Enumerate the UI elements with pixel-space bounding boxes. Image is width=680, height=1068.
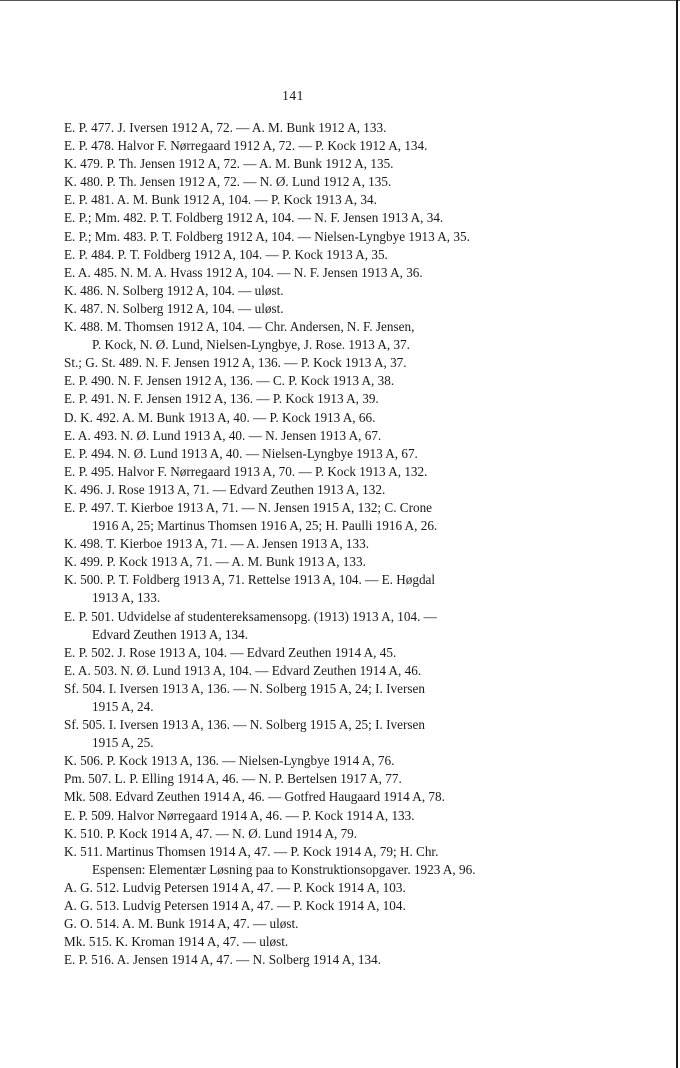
index-entry	[64, 409, 594, 427]
entry-line: A. G. 513. Ludvig Petersen 1914 A, 47. — P. Kock 1914 A, 104.	[64, 898, 406, 914]
entry-continuation-line: 1915 A, 25.	[92, 735, 154, 751]
entry-line: E. P. 502. J. Rose 1913 A, 104. — Edvard Zeuthen 1914 A, 45.	[64, 644, 397, 660]
entry-line: K. 511. Martinus Thomsen 1914 A, 47. — P. Kock 1914 A, 79; H. Chr.	[64, 843, 439, 859]
index-entry	[64, 825, 594, 843]
entry-line: K. 500. P. T. Foldberg 1913 A, 71. Rettelse 1913 A, 104. — E. Høgdal	[64, 572, 436, 588]
entry-line: K. 486. N. Solberg 1912 A, 104. — uløst.	[64, 282, 284, 298]
index-entry	[64, 933, 594, 951]
index-entry	[64, 372, 594, 390]
page-number: 141	[282, 88, 304, 103]
index-entry	[64, 354, 594, 372]
index-entry	[64, 173, 594, 191]
page-top-edge	[0, 0, 680, 1]
index-entry	[64, 644, 594, 662]
entry-line: E. P. 491. N. F. Jensen 1912 A, 136. — P. Kock 1913 A, 39.	[64, 391, 379, 407]
index-entry	[64, 897, 594, 915]
entry-line: St.; G. St. 489. N. F. Jensen 1912 A, 136. — P. Kock 1913 A, 37.	[64, 355, 407, 371]
index-entry	[64, 951, 594, 969]
index-entry	[64, 535, 594, 553]
entry-line: E. A. 503. N. Ø. Lund 1913 A, 104. — Edvard Zeuthen 1914 A, 46.	[64, 662, 422, 678]
index-entry	[64, 788, 594, 806]
index-entry	[64, 553, 594, 571]
entry-line: E. P. 497. T. Kierboe 1913 A, 71. — N. Jensen 1915 A, 132; C. Crone	[64, 499, 433, 515]
entry-continuation-line: P. Kock, N. Ø. Lund, Nielsen-Lyngbye, J. Rose. 1913 A, 37.	[92, 337, 410, 353]
index-entry	[64, 427, 594, 445]
entry-line: Pm. 507. L. P. Elling 1914 A, 46. — N. P. Bertelsen 1917 A, 77.	[64, 771, 402, 787]
entry-line: E. P. 484. P. T. Foldberg 1912 A, 104. — P. Kock 1913 A, 35.	[64, 246, 388, 262]
entry-line: E. P. 501. Udvidelse af studentereksamensopg. (1913) 1913 A, 104. —	[64, 608, 437, 624]
entry-continuation-line: Edvard Zeuthen 1913 A, 134.	[92, 626, 249, 642]
index-entry	[64, 191, 594, 209]
entry-line: K. 496. J. Rose 1913 A, 71. — Edvard Zeuthen 1913 A, 132.	[64, 481, 386, 497]
index-entry	[64, 915, 594, 933]
entry-line: Mk. 515. K. Kroman 1914 A, 47. — uløst.	[64, 934, 289, 950]
index-entry	[64, 843, 594, 879]
entry-line: K. 479. P. Th. Jensen 1912 A, 72. — A. M. Bunk 1912 A, 135.	[64, 156, 394, 172]
entry-line: K. 506. P. Kock 1913 A, 136. — Nielsen-Lyngbye 1914 A, 76.	[64, 753, 395, 769]
entry-line: E. A. 493. N. Ø. Lund 1913 A, 40. — N. Jensen 1913 A, 67.	[64, 427, 382, 443]
entry-continuation-line: 1915 A, 24.	[92, 699, 154, 714]
entry-line: E. P. 509. Halvor Nørregaard 1914 A, 46. — P. Kock 1914 A, 133.	[64, 807, 415, 823]
entry-line: E. P. 478. Halvor F. Nørregaard 1912 A, 72. — P. Kock 1912 A, 134.	[64, 138, 428, 154]
index-entry	[64, 246, 594, 264]
index-entry	[64, 499, 594, 535]
index-entry	[64, 571, 594, 607]
entry-line: E. P. 495. Halvor F. Nørregaard 1913 A, 70. — P. Kock 1913 A, 132.	[64, 463, 428, 479]
entry-line: E. P. 477. J. Iversen 1912 A, 72. — A. M. Bunk 1912 A, 133.	[64, 120, 387, 135]
entry-line: A. G. 512. Ludvig Petersen 1914 A, 47. — P. Kock 1914 A, 103.	[64, 879, 406, 895]
entry-line: E. P. 494. N. Ø. Lund 1913 A, 40. — Nielsen-Lyngbye 1913 A, 67.	[64, 445, 418, 461]
entry-line: E. P. 490. N. F. Jensen 1912 A, 136. — C. P. Kock 1913 A, 38.	[64, 373, 395, 389]
index-entry	[64, 770, 594, 788]
index-entry	[64, 282, 594, 300]
index-entry	[64, 137, 594, 155]
entry-line: E. P.; Mm. 482. P. T. Foldberg 1912 A, 104. — N. F. Jensen 1913 A, 34.	[64, 210, 444, 226]
entry-line: E. P.; Mm. 483. P. T. Foldberg 1912 A, 104. — Nielsen-Lyngbye 1913 A, 35.	[64, 228, 470, 244]
entry-continuation-line: 1916 A, 25; Martinus Thomsen 1916 A, 25; H. Paulli 1916 A, 26.	[92, 518, 438, 534]
entry-line: K. 498. T. Kierboe 1913 A, 71. — A. Jensen 1913 A, 133.	[64, 536, 370, 552]
entry-line: K. 510. P. Kock 1914 A, 47. — N. Ø. Lund 1914 A, 79.	[64, 825, 358, 841]
index-entry	[64, 318, 594, 354]
entry-line: K. 488. M. Thomsen 1912 A, 104. — Chr. Andersen, N. F. Jensen,	[64, 319, 415, 335]
index-entry	[64, 264, 594, 282]
page-right-edge	[676, 0, 678, 1068]
index-entry	[64, 716, 594, 752]
index-entry	[64, 481, 594, 499]
entry-line: Mk. 508. Edvard Zeuthen 1914 A, 46. — Gotfred Haugaard 1914 A, 78.	[64, 789, 445, 805]
entry-line: E. P. 481. A. M. Bunk 1912 A, 104. — P. Kock 1913 A, 34.	[64, 192, 377, 208]
entry-continuation-line: 1913 A, 133.	[92, 590, 161, 606]
entry-line: Sf. 504. I. Iversen 1913 A, 136. — N. Solberg 1915 A, 24; I. Iversen	[64, 680, 425, 696]
entry-line: K. 487. N. Solberg 1912 A, 104. — uløst.	[64, 300, 284, 316]
entry-line: E. P. 516. A. Jensen 1914 A, 47. — N. Solberg 1914 A, 134.	[64, 952, 381, 968]
index-entry	[64, 680, 594, 716]
index-entry	[64, 119, 594, 137]
index-entry	[64, 879, 594, 897]
entry-line: K. 499. P. Kock 1913 A, 71. — A. M. Bunk 1913 A, 133.	[64, 554, 366, 570]
entry-continuation-line: Espensen: Elementær Løsning paa to Konstruktionsopgaver. 1923 A, 96.	[92, 861, 476, 877]
index-entry	[64, 463, 594, 481]
entry-line: D. K. 492. A. M. Bunk 1913 A, 40. — P. Kock 1913 A, 66.	[64, 409, 376, 425]
problem-index-list	[64, 119, 594, 969]
index-entry	[64, 807, 594, 825]
entry-line: K. 480. P. Th. Jensen 1912 A, 72. — N. Ø. Lund 1912 A, 135.	[64, 174, 392, 190]
index-entry	[64, 445, 594, 463]
index-entry	[64, 209, 594, 227]
index-entry	[64, 300, 594, 318]
index-entry	[64, 608, 594, 644]
index-entry	[64, 155, 594, 173]
entry-line: G. O. 514. A. M. Bunk 1914 A, 47. — uløst.	[64, 916, 299, 932]
index-entry	[64, 752, 594, 770]
entry-line: Sf. 505. I. Iversen 1913 A, 136. — N. Solberg 1915 A, 25; I. Iversen	[64, 717, 425, 733]
index-entry	[64, 662, 594, 680]
index-entry	[64, 228, 594, 246]
entry-line: E. A. 485. N. M. A. Hvass 1912 A, 104. — N. F. Jensen 1913 A, 36.	[64, 264, 423, 280]
index-entry	[64, 390, 594, 408]
